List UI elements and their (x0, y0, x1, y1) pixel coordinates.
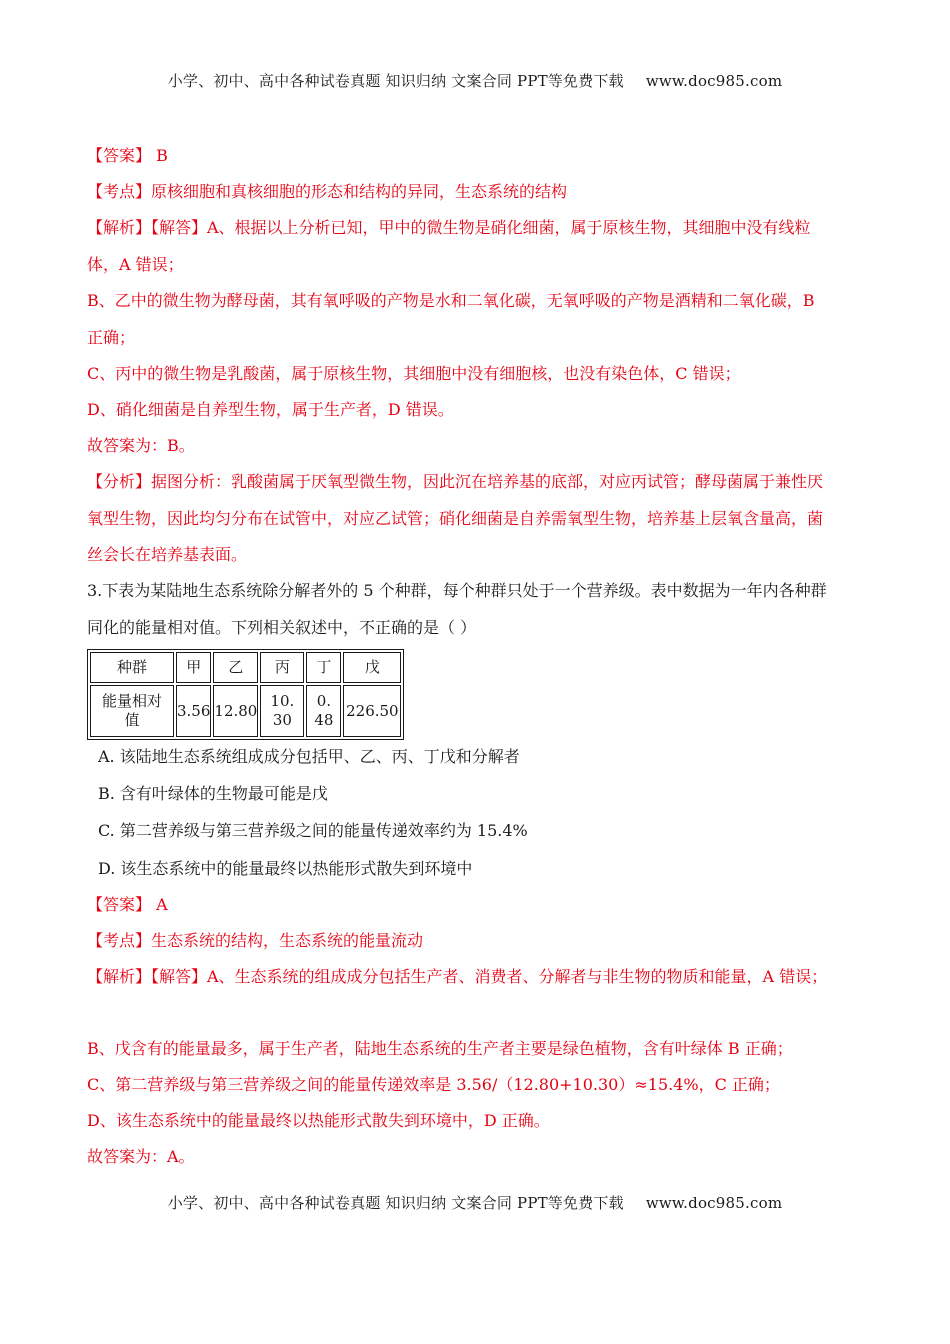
table-species-cell: 戊 (343, 652, 401, 683)
table-row (90, 652, 401, 683)
q2-fenxi-line-3: 丝会长在培养基表面。 (87, 545, 248, 564)
table-value-cell: 12.80 (213, 685, 258, 737)
header-text: 小学、初中、高中各种试卷真题 知识归纳 文案合同 PPT等免费下载 (167, 72, 624, 90)
table-header-text-1: 能量相对 (101, 692, 162, 710)
q3-option-d-explanation: D、该生态系统中的能量最终以热能形式散失到环境中，D 正确。 (87, 1111, 550, 1130)
q2-analysis-line-2: 体，A 错误； (87, 255, 184, 274)
q2-option-d: D、硝化细菌是自养型生物，属于生产者，D 错误。 (87, 400, 454, 419)
header-site-link[interactable]: www.doc985.com (645, 72, 783, 90)
page-header (0, 70, 950, 91)
q3-conclusion: 故答案为：A。 (87, 1147, 195, 1166)
q3-option-a: A. 该陆地生态系统组成成分包括甲、乙、丙、丁戊和分解者 (98, 747, 520, 766)
table-row (90, 685, 401, 737)
table-value-cell (260, 685, 304, 737)
table-value-text-1: 10. (270, 692, 295, 710)
table-header-cell: 种群 (90, 652, 174, 683)
q3-stem-line-1: 3.下表为某陆地生态系统除分解者外的 5 个种群，每个种群只处于一个营养级。表中数据为一年内各种群 (87, 581, 827, 600)
energy-table (87, 649, 404, 740)
q3-analysis: 【解析】【解答】A、生态系统的组成成分包括生产者、消费者、分解者与非生物的物质和能量，A 错误； (87, 967, 828, 986)
q3-option-d: D. 该生态系统中的能量最终以热能形式散失到环境中 (98, 859, 473, 878)
table-value-cell: 3.56 (176, 685, 211, 737)
q3-option-c-explanation: C、第二营养级与第三营养级之间的能量传递效率是 3.56/（12.80+10.30）≈15.4%，C 正确； (87, 1075, 780, 1094)
footer-text: 小学、初中、高中各种试卷真题 知识归纳 文案合同 PPT等免费下载 (167, 1194, 624, 1212)
q3-option-b-explanation: B、戊含有的能量最多，属于生产者，陆地生态系统的生产者主要是绿色植物，含有叶绿体 B 正确； (87, 1039, 793, 1058)
q2-answer: 【答案】 B (87, 146, 168, 165)
table-value-text-2: 30 (272, 711, 292, 729)
q2-option-b-line-1: B、乙中的微生物为酵母菌，其有氧呼吸的产物是水和二氧化碳，无氧呼吸的产物是酒精和二氧化碳，B (87, 291, 815, 310)
table-value-cell: 226.50 (343, 685, 401, 737)
table-value-cell: 0. 48 (306, 685, 341, 737)
table-species-cell: 丙 (260, 652, 304, 683)
table-species-cell: 乙 (213, 652, 258, 683)
page-footer (0, 1192, 950, 1213)
q2-option-b-line-2: 正确； (87, 328, 136, 347)
q2-option-c: C、丙中的微生物是乳酸菌，属于原核生物，其细胞中没有细胞核，也没有染色体，C 错误； (87, 364, 741, 383)
table-species-cell: 丁 (306, 652, 341, 683)
q3-option-c: C. 第二营养级与第三营养级之间的能量传递效率约为 15.4% (98, 821, 528, 840)
table-header-cell (90, 685, 174, 737)
q3-answer: 【答案】 A (87, 895, 168, 914)
q3-stem-line-2: 同化的能量相对值。下列相关叙述中，不正确的是（ ） (87, 618, 477, 637)
q3-option-b: B. 含有叶绿体的生物最可能是戊 (98, 784, 328, 803)
q2-conclusion: 故答案为：B。 (87, 436, 195, 455)
q2-point: 【考点】原核细胞和真核细胞的形态和结构的异同，生态系统的结构 (87, 182, 568, 201)
q2-fenxi-line-2: 氧型生物，因此均匀分布在试管中，对应乙试管；硝化细菌是自养需氧型生物，培养基上层氧含量高，菌 (87, 509, 824, 528)
q2-fenxi-line-1: 【分析】据图分析：乳酸菌属于厌氧型微生物，因此沉在培养基的底部，对应丙试管；酵母菌属于兼性厌 (87, 472, 824, 491)
footer-site-link[interactable]: www.doc985.com (645, 1194, 783, 1212)
q3-point: 【考点】生态系统的结构，生态系统的能量流动 (87, 931, 424, 950)
table-header-text-2: 值 (124, 711, 140, 729)
table-species-cell: 甲 (176, 652, 211, 683)
q2-analysis-line-1: 【解析】【解答】A、根据以上分析已知，甲中的微生物是硝化细菌，属于原核生物，其细胞中没有线粒 (87, 218, 811, 237)
